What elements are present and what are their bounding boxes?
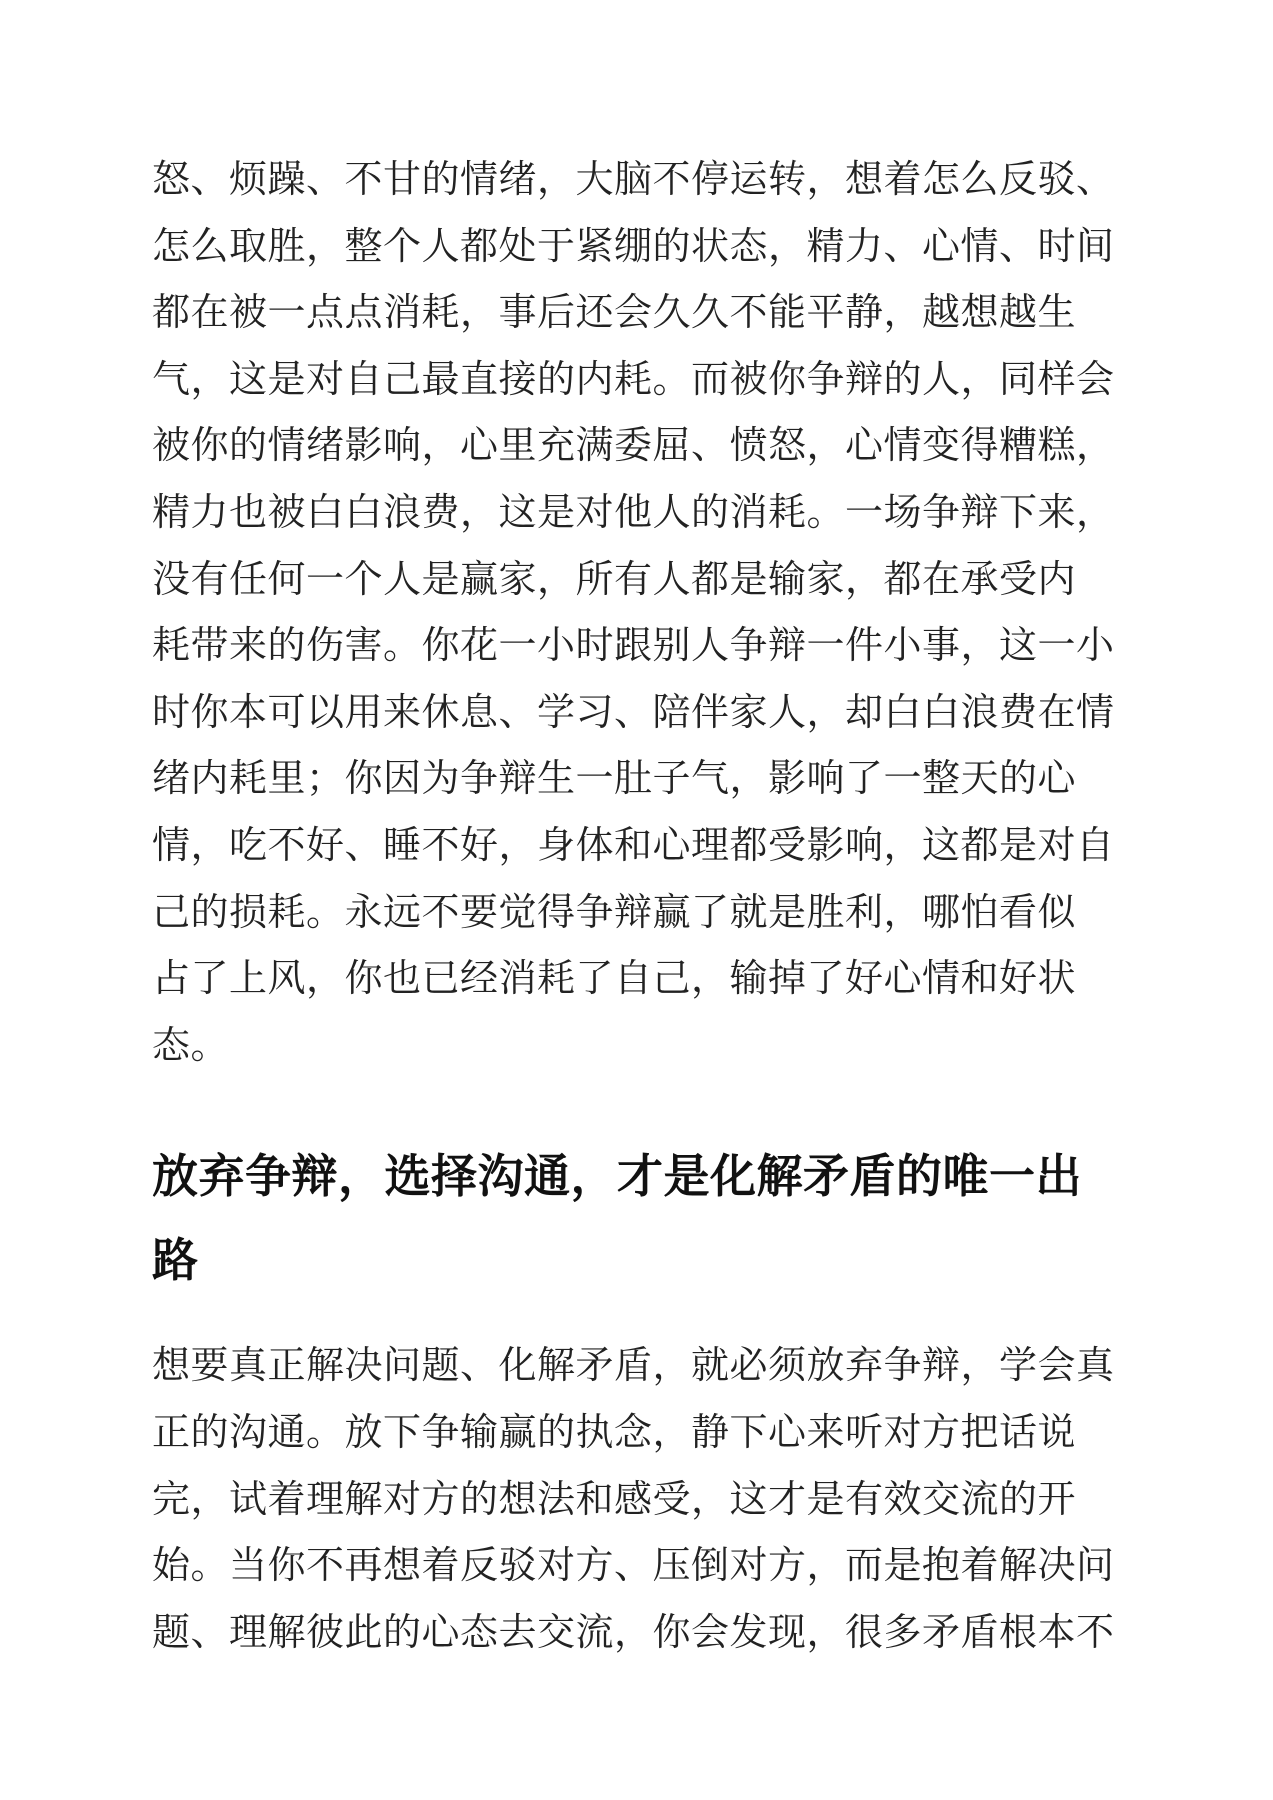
text-line: 占了上风，你也已经消耗了自己，输掉了好心情和好状 [152, 956, 1077, 1001]
body-paragraph-1 [152, 146, 1127, 1078]
heading-line: 放弃争辩，选择沟通，才是化解矛盾的唯一出 [152, 1149, 1082, 1204]
body-paragraph-2 [152, 1332, 1127, 1665]
text-line: 都在被一点点消耗，事后还会久久不能平静，越想越生 [152, 290, 1077, 335]
text-line: 绪内耗里；你因为争辩生一肚子气，影响了一整天的心 [152, 756, 1077, 801]
text-line: 被你的情绪影响，心里充满委屈、愤怒，心情变得糟糕， [152, 423, 1115, 468]
text-line: 耗带来的伤害。你花一小时跟别人争辩一件小事，这一小 [152, 623, 1115, 668]
text-line: 始。当你不再想着反驳对方、压倒对方，而是抱着解决问 [152, 1543, 1115, 1588]
text-line: 情，吃不好、睡不好，身体和心理都受影响，这都是对自 [152, 822, 1115, 867]
text-line: 正的沟通。放下争输赢的执念，静下心来听对方把话说 [152, 1409, 1077, 1454]
text-line: 想要真正解决问题、化解矛盾，就必须放弃争辩，学会真 [152, 1343, 1115, 1388]
text-line: 态。 [152, 1022, 230, 1067]
text-line: 没有任何一个人是赢家，所有人都是输家，都在承受内 [152, 556, 1077, 601]
text-line: 完，试着理解对方的想法和感受，这才是有效交流的开 [152, 1476, 1077, 1521]
text-line: 精力也被白白浪费，这是对他人的消耗。一场争辩下来， [152, 489, 1115, 534]
text-line: 题、理解彼此的心态去交流，你会发现，很多矛盾根本不 [152, 1609, 1115, 1654]
text-line: 怎么取胜，整个人都处于紧绷的状态，精力、心情、时间 [152, 223, 1115, 268]
text-line: 怒、烦躁、不甘的情绪，大脑不停运转，想着怎么反驳、 [152, 157, 1115, 201]
text-line: 己的损耗。永远不要觉得争辩赢了就是胜利，哪怕看似 [152, 889, 1077, 934]
article-body [152, 146, 1127, 1665]
heading-line: 路 [152, 1233, 199, 1288]
text-line: 气，这是对自己最直接的内耗。而被你争辩的人，同样会 [152, 356, 1115, 401]
text-line: 时你本可以用来休息、学习、陪伴家人，却白白浪费在情 [152, 689, 1115, 734]
section-heading [152, 1134, 1127, 1302]
